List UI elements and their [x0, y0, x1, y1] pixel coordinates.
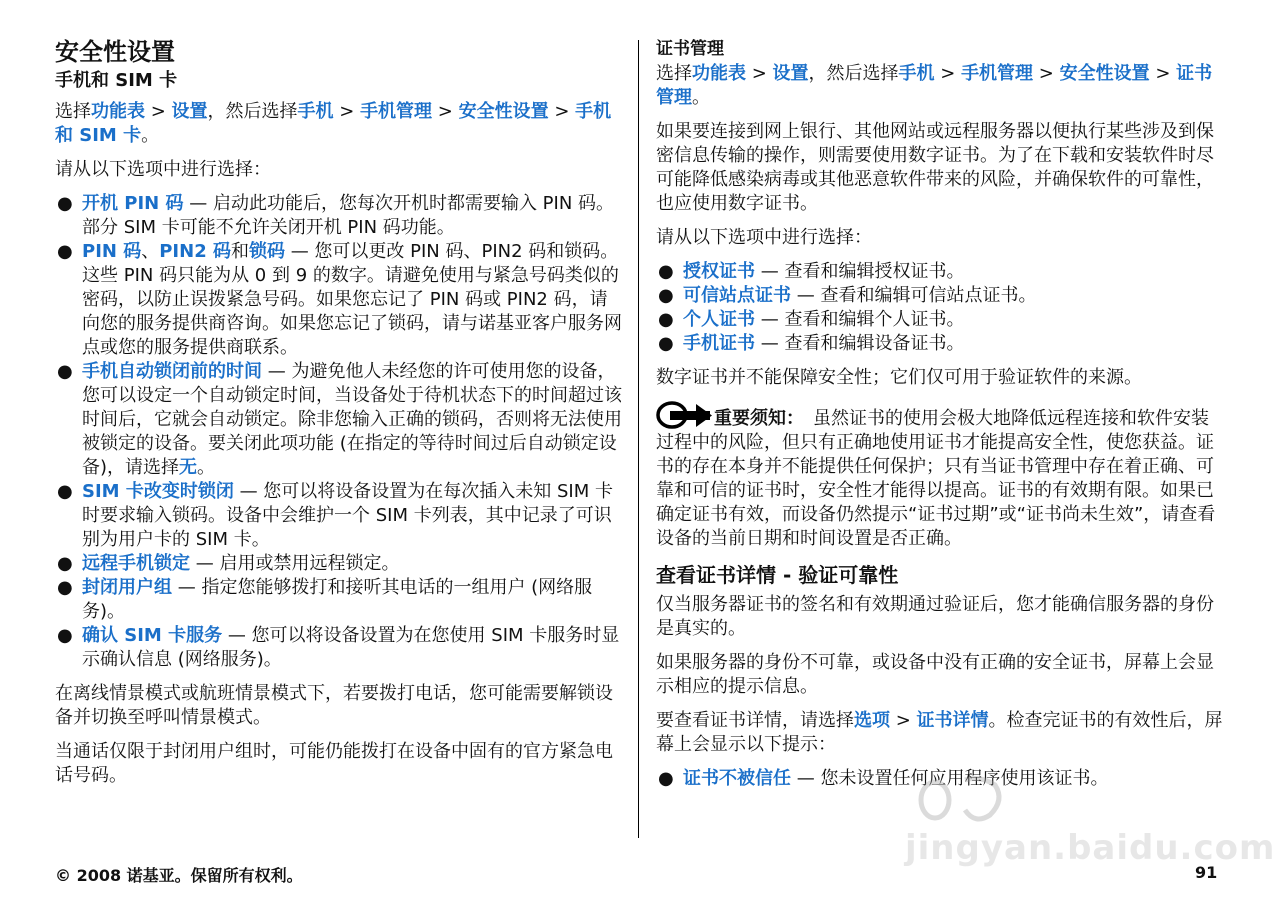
- path-sep: >: [145, 101, 172, 122]
- path-text: ，然后选择: [808, 63, 899, 84]
- path-menu: 功能表: [692, 63, 746, 84]
- option-text: — 查看和编辑可信站点证书。: [791, 285, 1037, 306]
- option-sep: 、: [141, 241, 160, 262]
- right-column: [656, 36, 1226, 801]
- watermark: [905, 770, 1276, 870]
- menu-path: [55, 100, 623, 148]
- path-end: 。: [141, 125, 160, 146]
- option-text: — 您可以将设备设置为在每次插入未知 SIM 卡时要求输入锁码。设备中会维护一个 SIM 卡列表，其中记录了可识别为用户卡的 SIM 卡。: [82, 481, 613, 550]
- paragraph-offline: 在离线情景模式或航班情景模式下，若要拨打电话，您可能需要解锁设备并切换至呼叫情景模式。: [55, 683, 613, 728]
- option-label: 锁码: [248, 241, 285, 262]
- option-label: 手机自动锁闭前的时间: [82, 361, 262, 382]
- option-text: — 查看和编辑设备证书。: [755, 333, 965, 354]
- path-phone: 手机: [898, 63, 935, 84]
- path-sep: >: [746, 63, 773, 84]
- option-label: 远程手机锁定: [82, 553, 190, 574]
- note-label: 重要须知：: [714, 408, 795, 429]
- option-label: 证书不被信任: [683, 768, 791, 789]
- list-item: [656, 332, 1226, 356]
- baidu-paw-icon: [905, 770, 1025, 830]
- option-label: PIN 码: [82, 241, 142, 262]
- option-text: 。: [197, 457, 216, 478]
- bullet-icon: ●: [57, 361, 73, 382]
- option-label: 个人证书: [683, 309, 755, 330]
- bullet-icon: ●: [57, 625, 73, 646]
- list-item: [55, 552, 623, 576]
- list-item: [55, 576, 623, 624]
- option-text: — 启用或禁用远程锁定。: [190, 553, 400, 574]
- list-item: [656, 284, 1226, 308]
- option-label: 封闭用户组: [82, 577, 172, 598]
- path-text: 要查看证书详情，请选择: [656, 710, 854, 731]
- path-text: ，然后选择: [207, 101, 298, 122]
- bullet-icon: ●: [658, 309, 674, 330]
- path-security: 安全性设置: [458, 101, 549, 122]
- path-settings: 设置: [171, 101, 208, 122]
- list-item: [55, 624, 623, 672]
- option-text: — 查看和编辑授权证书。: [755, 261, 965, 282]
- important-note: [656, 400, 1226, 551]
- option-label: 手机证书: [683, 333, 755, 354]
- path-text: 。检查完证书的有效性后，屏幕上会显示以下提示：: [656, 710, 1223, 755]
- option-label: 可信站点证书: [683, 285, 791, 306]
- path-settings: 设置: [772, 63, 809, 84]
- path-phone: 手机: [297, 101, 334, 122]
- bullet-icon: ●: [57, 241, 73, 262]
- path-menu: 功能表: [91, 101, 145, 122]
- bullet-icon: ●: [658, 333, 674, 354]
- paragraph-cert-note: 数字证书并不能保障安全性；它们仅可用于验证软件的来源。: [656, 367, 1142, 388]
- section-title: 证书管理: [656, 39, 724, 59]
- section-title: 查看证书详情 - 验证可靠性: [656, 563, 899, 587]
- options-list: [55, 192, 623, 672]
- path-options: 选项: [854, 710, 890, 731]
- path-security: 安全性设置: [1059, 63, 1150, 84]
- path-cert-details: 证书详情: [916, 710, 989, 731]
- option-label: SIM 卡改变时锁闭: [82, 481, 234, 502]
- path-sep: >: [1033, 63, 1060, 84]
- path-cert-mgmt: 证书管理: [656, 63, 1213, 108]
- options-intro: 请从以下选项中进行选择：: [55, 159, 271, 180]
- path-phone-sim: 手机和 SIM 卡: [55, 101, 612, 146]
- path-sep: >: [333, 101, 361, 122]
- list-item: [55, 360, 623, 480]
- left-column: [55, 36, 623, 798]
- option-sep: 和: [230, 241, 249, 262]
- bullet-icon: ●: [658, 261, 674, 282]
- section-title: 手机和 SIM 卡: [55, 70, 178, 91]
- bullet-icon: ●: [57, 553, 73, 574]
- option-text: — 您未设置任何应用程序使用该证书。: [791, 768, 1109, 789]
- options-list: [656, 260, 1226, 356]
- path-sep: >: [1149, 63, 1177, 84]
- option-label: PIN2 码: [159, 241, 231, 262]
- path-text: 选择: [656, 63, 692, 84]
- menu-path: [656, 62, 1226, 110]
- option-label: 授权证书: [683, 261, 755, 282]
- page-title: 安全性设置: [55, 38, 175, 66]
- bullet-icon: ●: [658, 768, 674, 789]
- path-end: 。: [692, 87, 710, 108]
- paragraph-verify: 仅当服务器证书的签名和有效期通过验证后，您才能确信服务器的身份是真实的。: [656, 594, 1214, 639]
- option-text: — 您可以更改 PIN 码、PIN2 码和锁码。这些 PIN 码只能为从 0 到 9 的数字。请避免使用与紧急号码类似的密码，以防止误拨紧急号码。如果您忘记了 PIN 码或 PIN2 码，请向您的服务提供商咨询。如果您忘记了锁码，请与诺基亚客户服务网点或您的服务提供商联系。: [82, 241, 622, 358]
- option-text: — 查看和编辑个人证书。: [755, 309, 965, 330]
- path-sep: >: [432, 101, 459, 122]
- list-item: [55, 480, 623, 552]
- list-item: [55, 192, 623, 240]
- column-divider: [638, 40, 639, 838]
- list-item: [656, 308, 1226, 332]
- note-text: 虽然证书的使用会极大地降低远程连接和软件安装过程中的风险，但只有正确地使用证书才能提高安全性，使您获益。证书的存在本身并不能提供任何保护；只有当证书管理中存在着正确、可靠和可信的证书时，安全性才能得以提高。证书的有效期有限。如果已确定证书有效，而设备仍然提示“证书过期”或“证书尚未生效”，请查看设备的当前日期和时间设置是否正确。: [656, 408, 1216, 549]
- path-text: 选择: [55, 101, 91, 122]
- path-phone-mgmt: 手机管理: [961, 63, 1034, 84]
- bullet-icon: ●: [57, 481, 73, 502]
- copyright: © 2008 诺基亚。保留所有权利。: [55, 866, 303, 885]
- paragraph-view-details: [656, 709, 1226, 757]
- option-text: — 您可以将设备设置为在您使用 SIM 卡服务时显示确认信息 (网络服务)。: [82, 625, 620, 670]
- bullet-icon: ●: [57, 577, 73, 598]
- paragraph-certs: 如果要连接到网上银行、其他网站或远程服务器以便执行某些涉及到保密信息传输的操作，则需要使用数字证书。为了在下载和安装软件时尽可能降低感染病毒或其他恶意软件带来的风险，并确保软件的可靠性，也应使用数字证书。: [656, 121, 1214, 214]
- path-sep: >: [548, 101, 576, 122]
- option-label: 开机 PIN 码: [82, 193, 184, 214]
- bullet-icon: ●: [658, 285, 674, 306]
- option-text: — 启动此功能后，您每次开机时都需要输入 PIN 码。部分 SIM 卡可能不允许关闭开机 PIN 码功能。: [82, 193, 615, 238]
- path-phone-mgmt: 手机管理: [360, 101, 433, 122]
- path-sep: >: [934, 63, 962, 84]
- option-text: — 指定您能够拨打和接听其电话的一组用户 (网络服务)。: [82, 577, 593, 622]
- path-sep: >: [890, 710, 917, 731]
- list-item: [656, 260, 1226, 284]
- pointing-hand-icon: [656, 400, 714, 430]
- option-text: — 为避免他人未经您的许可使用您的设备，您可以设定一个自动锁定时间，当设备处于待机状态下的时间超过该时间后，它就会自动锁定。除非您输入正确的锁码，否则将无法使用被锁定的设备。要关闭此项功能 (在指定的等待时间过后自动锁定设备)，请选择: [82, 361, 622, 478]
- paragraph-untrusted: 如果服务器的身份不可靠，或设备中没有正确的安全证书，屏幕上会显示相应的提示信息。: [656, 652, 1214, 697]
- page-number: 91: [1195, 863, 1218, 882]
- list-item: [55, 240, 623, 360]
- option-label: 无: [179, 457, 198, 478]
- option-label: 确认 SIM 卡服务: [82, 625, 223, 646]
- watermark-text: jingyan.baidu.com: [905, 828, 1276, 868]
- options-intro: 请从以下选项中进行选择：: [656, 227, 872, 248]
- bullet-icon: ●: [57, 193, 73, 214]
- paragraph-emergency: 当通话仅限于封闭用户组时，可能仍能拨打在设备中固有的官方紧急电话号码。: [55, 741, 613, 786]
